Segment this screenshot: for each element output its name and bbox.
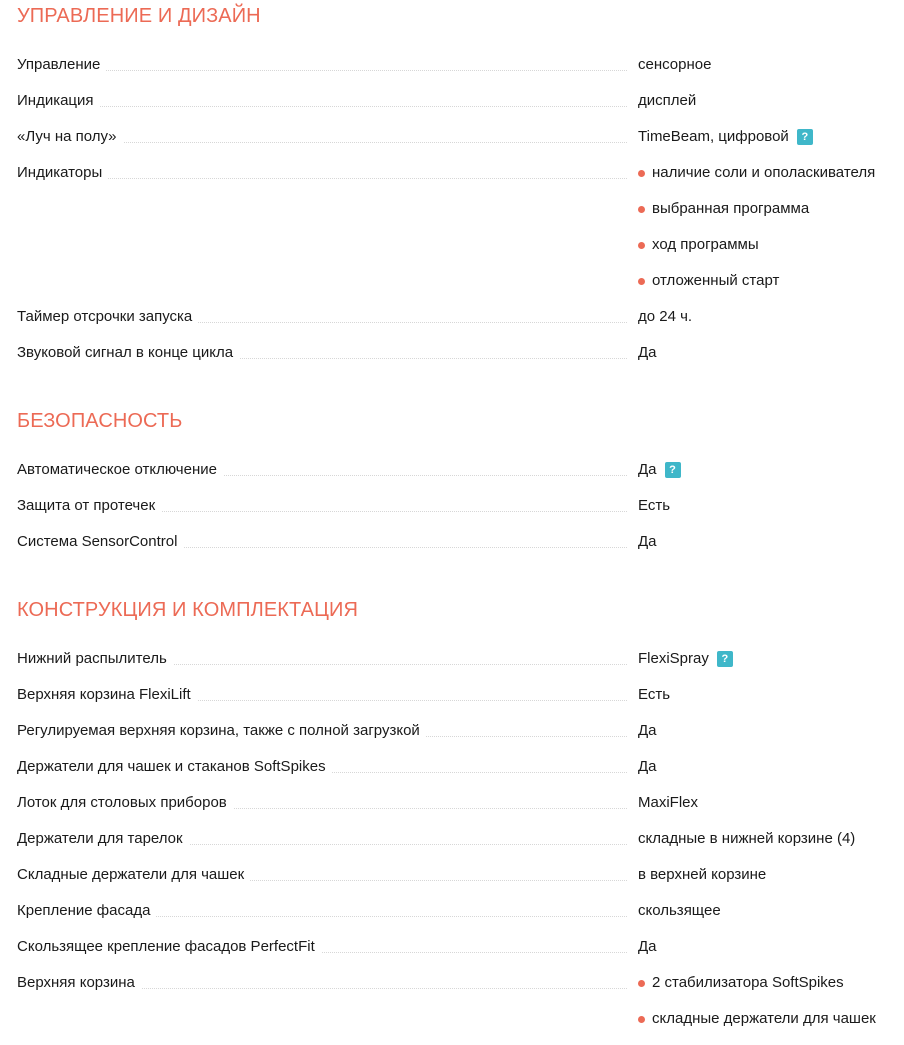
section-title: КОНСТРУКЦИЯ И КОМПЛЕКТАЦИЯ (17, 599, 359, 621)
spec-label: Нижний распылитель (17, 649, 173, 669)
spec-value-text: Да (638, 461, 657, 478)
spec-row (0, 460, 904, 496)
spec-bullet-item (638, 199, 809, 219)
spec-value-text: Да (638, 344, 657, 361)
spec-value (638, 793, 698, 813)
spec-bullet-text: 2 стабилизатора SoftSpikes (652, 974, 844, 991)
spec-label: Система SensorControl (17, 532, 183, 552)
spec-row (0, 829, 904, 865)
spec-label: Держатели для тарелок (17, 829, 189, 849)
spec-value (638, 55, 711, 75)
spec-value-text: Есть (638, 686, 671, 703)
spec-label: Регулируемая верхняя корзина, также с полной загрузкой (17, 721, 426, 741)
spec-label: Держатели для чашек и стаканов SoftSpikes (17, 757, 332, 777)
spec-label: Скользящее крепление фасадов PerfectFit (17, 937, 321, 957)
dotted-leader (17, 178, 627, 179)
spec-value (638, 865, 766, 885)
spec-label: «Луч на полу» (17, 127, 123, 147)
spec-value (638, 757, 657, 777)
spec-value-text: дисплей (638, 92, 697, 109)
spec-value-text: Да (638, 938, 657, 955)
spec-value (638, 685, 670, 705)
spec-bullet-text: отложенный старт (652, 272, 780, 289)
spec-value (638, 127, 813, 147)
spec-value-text: Да (638, 758, 657, 775)
spec-row (0, 163, 904, 307)
spec-value-text: скользящее (638, 902, 721, 919)
spec-value-text: до 24 ч. (638, 308, 693, 325)
spec-value (638, 496, 670, 516)
spec-value (638, 307, 692, 327)
spec-row (0, 127, 904, 163)
spec-value-text: складные в нижней корзине (4) (638, 830, 856, 847)
bullet-dot-icon (638, 170, 645, 177)
spec-value-text: MaxiFlex (638, 794, 699, 811)
spec-bullet-item (638, 1009, 876, 1029)
spec-label: Крепление фасада (17, 901, 156, 921)
spec-value (638, 343, 657, 363)
spec-row (0, 55, 904, 91)
spec-row (0, 532, 904, 568)
spec-row (0, 865, 904, 901)
spec-row (0, 901, 904, 937)
spec-label: Защита от протечек (17, 496, 161, 516)
spec-label: Лоток для столовых приборов (17, 793, 233, 813)
spec-value (638, 901, 721, 921)
spec-value (638, 829, 855, 849)
spec-label: Управление (17, 55, 106, 75)
spec-row (0, 721, 904, 757)
spec-value (638, 649, 733, 669)
spec-row (0, 793, 904, 829)
spec-value-text: Есть (638, 497, 671, 514)
bullet-dot-icon (638, 206, 645, 213)
section-title: БЕЗОПАСНОСТЬ (17, 410, 183, 432)
spec-value (638, 460, 681, 480)
spec-row (0, 496, 904, 532)
spec-bullet-text: выбранная программа (652, 200, 810, 217)
spec-row (0, 91, 904, 127)
spec-row (0, 307, 904, 343)
help-icon[interactable]: ? (717, 651, 733, 667)
spec-label: Таймер отсрочки запуска (17, 307, 198, 327)
spec-value-text: сенсорное (638, 56, 712, 73)
dotted-leader (17, 70, 627, 71)
dotted-leader (17, 106, 627, 107)
spec-label: Верхняя корзина (17, 973, 141, 993)
spec-row (0, 757, 904, 793)
spec-bullet-text: складные держатели для чашек (652, 1010, 876, 1027)
spec-value-text: FlexiSpray (638, 650, 709, 667)
spec-label: Звуковой сигнал в конце цикла (17, 343, 239, 363)
spec-label: Индикация (17, 91, 100, 111)
section-title: УПРАВЛЕНИЕ И ДИЗАЙН (17, 5, 261, 27)
bullet-dot-icon (638, 980, 645, 987)
help-icon[interactable]: ? (665, 462, 681, 478)
spec-value (638, 937, 657, 957)
spec-value (638, 721, 657, 741)
bullet-dot-icon (638, 278, 645, 285)
spec-bullet-item (638, 163, 875, 183)
spec-row (0, 937, 904, 973)
spec-label: Складные держатели для чашек (17, 865, 250, 885)
spec-bullet-text: ход программы (652, 236, 759, 253)
spec-row (0, 343, 904, 379)
spec-value (638, 91, 696, 111)
spec-value-text: Да (638, 722, 657, 739)
spec-row (0, 649, 904, 685)
spec-bullet-text: наличие соли и ополаскивателя (652, 164, 876, 181)
spec-label: Индикаторы (17, 163, 108, 183)
bullet-dot-icon (638, 242, 645, 249)
spec-bullet-item (638, 235, 759, 255)
spec-value-text: Да (638, 533, 657, 550)
spec-bullet-item (638, 973, 844, 993)
spec-value-text: TimeBeam, цифровой (638, 128, 789, 145)
spec-row (0, 973, 904, 1045)
bullet-dot-icon (638, 1016, 645, 1023)
help-icon[interactable]: ? (797, 129, 813, 145)
spec-row (0, 685, 904, 721)
spec-value (638, 532, 657, 552)
spec-bullet-item (638, 271, 779, 291)
spec-label: Верхняя корзина FlexiLift (17, 685, 197, 705)
spec-value-text: в верхней корзине (638, 866, 767, 883)
spec-label: Автоматическое отключение (17, 460, 223, 480)
